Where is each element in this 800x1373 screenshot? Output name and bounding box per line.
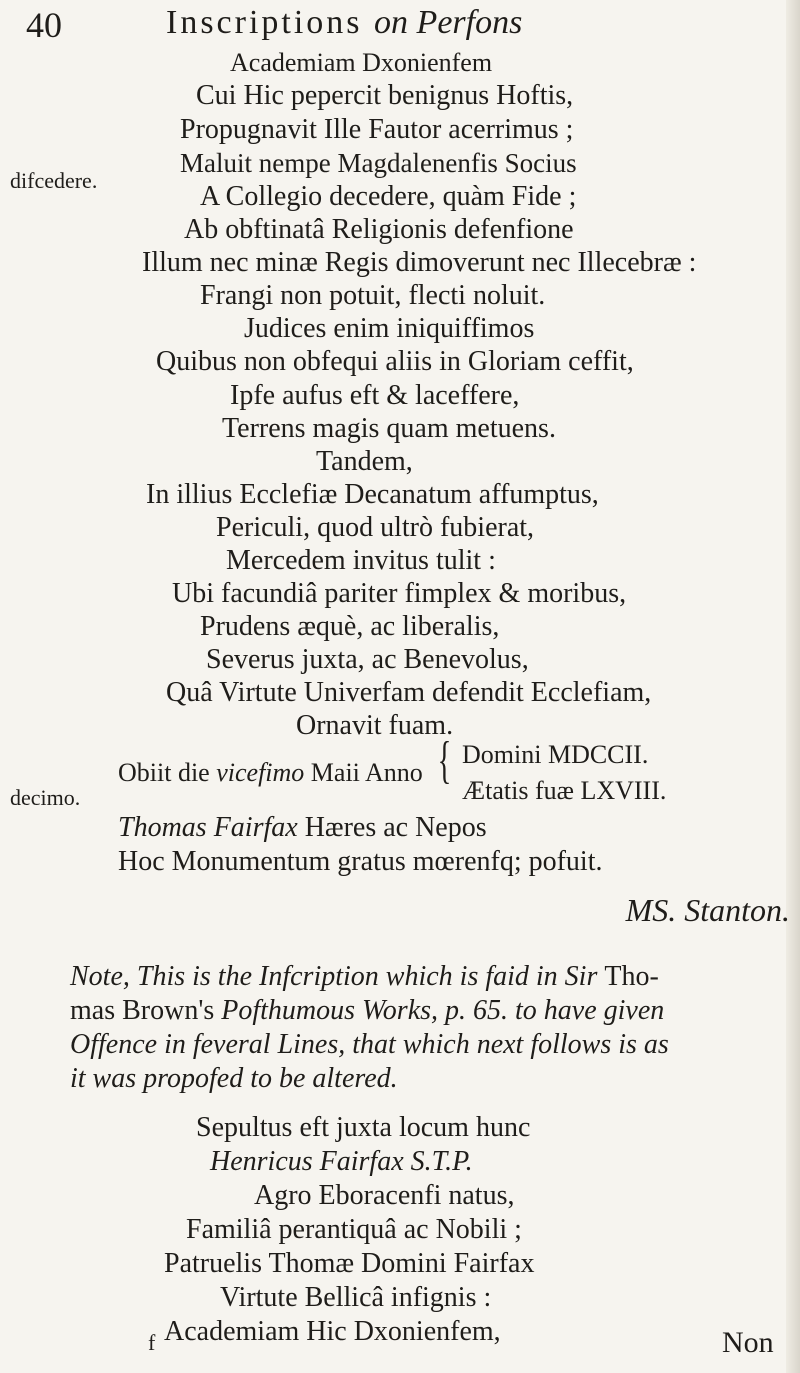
obiit-rest: Maii Anno [310,758,423,787]
inscription-line: Quibus non obfequi aliis in Gloriam ceffit, [156,346,634,377]
note-text: Tho- [604,961,659,992]
second-inscription-line: Sepultus eft juxta locum hunc [196,1112,531,1143]
second-inscription-line: Agro Eboracenfi natus, [254,1180,515,1211]
inscription-line: A Collegio decedere, quàm Fide ; [200,181,577,212]
running-head-caps: Inscriptions [166,4,363,41]
note-text: it was propofed to be altered. [70,1063,398,1094]
inscription-line: In illius Ecclefiæ Decanatum affumptus, [146,479,599,510]
running-head [166,4,522,42]
note-text: Pofthumous Works, p. 65. to have given [221,995,665,1026]
margin-note: difcedere. [10,168,98,193]
inscription-line: Cui Hic pepercit benignus Hoftis, [196,80,574,111]
second-inscription-line: Academiam Hic Dxonienfem, [164,1316,501,1347]
monument-line: Hoc Monumentum gratus mœrenfq; pofuit. [118,846,603,877]
inscription-line: Frangi non potuit, flecti noluit. [200,280,546,311]
heir-line [118,812,487,844]
running-head-italic: on Perfons [374,4,523,41]
inscription-line: Periculi, quod ultrò fubierat, [216,512,535,543]
obiit-prefix: Obiit die [118,758,210,787]
editor-note [70,960,780,1096]
page-edge [786,0,800,1373]
inscription-line: Terrens magis quam metuens. [222,413,556,444]
curly-brace-icon: { [437,732,452,789]
inscription-line: Illum nec minæ Regis dimoverunt nec Illecebræ : [142,247,697,278]
inscription-line: Maluit nempe Magdalenenfis Socius [180,148,577,178]
manuscript-source: MS. Stanton. [625,892,790,928]
second-inscription-line: Henricus Fairfax S.T.P. [210,1146,473,1177]
heir-name: Thomas Fairfax [118,812,298,843]
inscription-line: Ubi facundiâ pariter fimplex & moribus, [172,578,627,609]
inscription-line: Ornavit fuam. [296,710,454,741]
second-inscription-line: Virtute Bellicâ infignis : [220,1282,492,1313]
inscription-line: Prudens æquè, ac liberalis, [200,611,500,642]
inscription-line: Severus juxta, ac Benevolus, [206,644,529,675]
inscription-line: Ab obftinatâ Religionis defenfione [184,214,574,245]
second-inscription-line: Patruelis Thomæ Domini Fairfax [164,1248,535,1279]
catchword: Non [722,1326,774,1359]
note-text: Offence in feveral Lines, that which next follows is as [70,1029,669,1060]
inscription-line: Ipfe aufus eft & laceffere, [230,380,520,411]
note-text: mas Brown's [70,995,215,1026]
margin-note: decimo. [10,785,81,810]
note-text: Note, This is the Infcription which is faid in Sir [70,961,598,992]
inscription-line: Academiam Dxonienfem [230,48,493,77]
inscription-line: Judices enim iniquiffimos [244,313,535,344]
obiit-brace-top: Domini MDCCII. [462,740,649,769]
page-number: 40 [26,5,62,45]
signature-mark: f [148,1330,156,1355]
inscription-line: Quâ Virtute Univerfam defendit Ecclefiam, [166,677,652,708]
obiit-italic: vicefimo [216,758,305,787]
obiit-brace-bottom: Ætatis fuæ LXVIII. [462,776,667,805]
inscription-line: Propugnavit Ille Fautor acerrimus ; [180,114,574,145]
obiit-line [118,758,423,788]
second-inscription-line: Familiâ perantiquâ ac Nobili ; [186,1214,522,1245]
inscription-line: Tandem, [316,446,413,477]
heir-rest: Hæres ac Nepos [304,812,487,843]
inscription-line: Mercedem invitus tulit : [226,545,496,576]
